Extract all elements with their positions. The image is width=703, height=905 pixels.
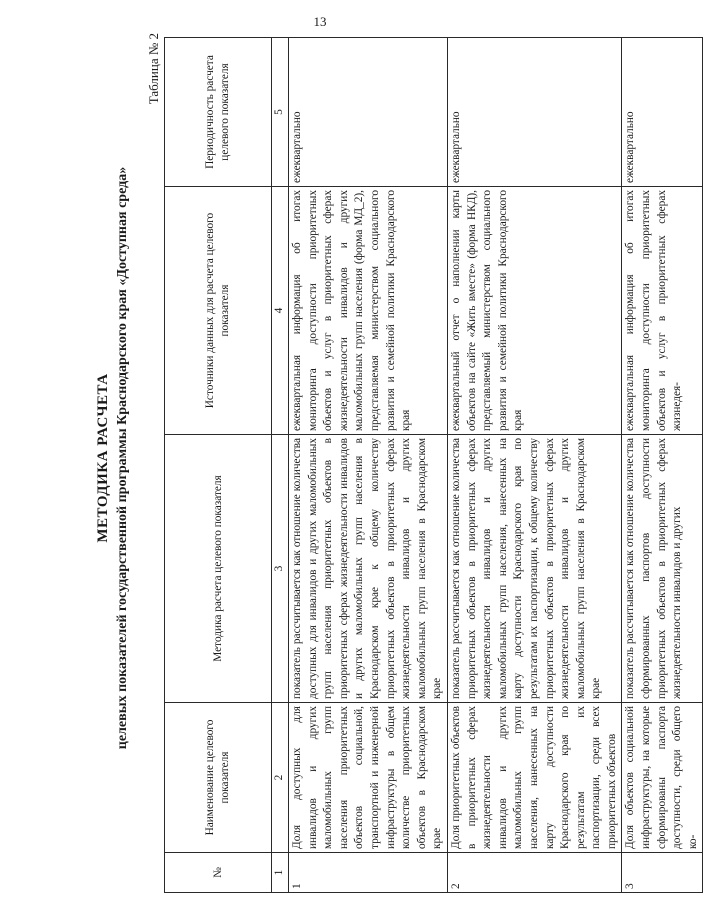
- column-number: 4: [272, 187, 289, 435]
- data-source: ежеквартальная информация об итогах мониторинга доступности приоритетных объектов и услуг в приоритетных сферах жизнедеятельности инвалидов и других маломобильных групп населения (форма МД_2), представляемая министерством социального развития и семейной политики Краснодарского края: [289, 187, 448, 435]
- header-indicator-name: Наименование целевого показателя: [165, 703, 272, 853]
- document-title: МЕТОДИКА РАСЧЕТА: [95, 373, 111, 543]
- row-number: 1: [289, 853, 448, 893]
- column-number: 3: [272, 435, 289, 703]
- data-source: ежеквартальная информация об итогах мониторинга доступности приоритетных объектов и услуг в приоритетных сферах жизнедея-: [622, 187, 703, 435]
- header-calculation-method: Методика расчета целевого показателя: [165, 435, 272, 703]
- column-number: 5: [272, 38, 289, 187]
- column-number-row: [272, 38, 289, 893]
- header-number: №: [165, 853, 272, 893]
- row-number: 2: [447, 853, 622, 893]
- methodology-table: [164, 37, 703, 893]
- periodicity: ежеквартально: [289, 38, 448, 187]
- calculation-method: показатель рассчитывается как отношение количества приоритетных объектов в приоритетных сферах жизнедеятельности инвалидов и других маломобильных групп населения, нанесенных на карту доступности Краснодарского края по результатам их паспортизации, к общему количеству приоритетных объектов в приоритетных сферах жизнедеятельности инвалидов и других маломобильных групп населения в Краснодарском крае: [447, 435, 622, 703]
- calculation-method: показатель рассчитывается как отношение количества сформированных паспортов доступности приоритетных объектов в приоритетных сферах жизнедеятельности инвалидов и других: [622, 435, 703, 703]
- column-number: 1: [272, 853, 289, 893]
- table-row: [289, 38, 448, 893]
- table-row: [622, 38, 703, 893]
- indicator-name: Доля объектов социальной инфраструктуры, на которые сформированы паспорта доступности, среди общего ко-: [622, 703, 703, 853]
- table-header-row: [165, 38, 272, 893]
- indicator-name: Доля доступных для инвалидов и других маломобильных групп населения приоритетных объектов социальной, транспортной и инженерной инфраструктуры в общем количестве приоритетных объектов в Краснодарском крае: [289, 703, 448, 853]
- document-title-block: [18, 23, 131, 893]
- calculation-method: показатель рассчитывается как отношение количества доступных для инвалидов и других маломобильных групп населения приоритетных объектов в приоритетных сферах жизнедеятельности инвалидов и других маломобильных групп населения в Краснодарском крае к общему количеству приоритетных объектов в приоритетных сферах жизнедеятельности инвалидов и других маломобильных групп населения в Краснодарском крае: [289, 435, 448, 703]
- header-periodicity: Периодичность расчета целевого показателя: [165, 38, 272, 187]
- periodicity: ежеквартально: [447, 38, 622, 187]
- indicator-name: Доля приоритетных объектов в приоритетных сферах жизнедеятельности инвалидов и других маломобильных групп населения, нанесенных на карту доступности Краснодарского края по результатам их паспортизации, среди всех приоритетных объектов: [447, 703, 622, 853]
- rotated-page-content: [18, 23, 699, 893]
- periodicity: ежеквартально: [622, 38, 703, 187]
- column-number: 2: [272, 703, 289, 853]
- data-source: ежеквартальный отчет о наполнении карты объектов на сайте «Жить вместе» (форма НКД), представляемый министерством социального развития и семейной политики Краснодарского края: [447, 187, 622, 435]
- table-row: [447, 38, 622, 893]
- document-subtitle: целевых показателей государственной программы Краснодарского края «Доступная среда»: [115, 166, 130, 750]
- row-number: 3: [622, 853, 703, 893]
- header-data-sources: Источники данных для расчета целевого показателя: [165, 187, 272, 435]
- page-number: 13: [313, 14, 327, 29]
- table-label: Таблица № 2: [146, 33, 161, 105]
